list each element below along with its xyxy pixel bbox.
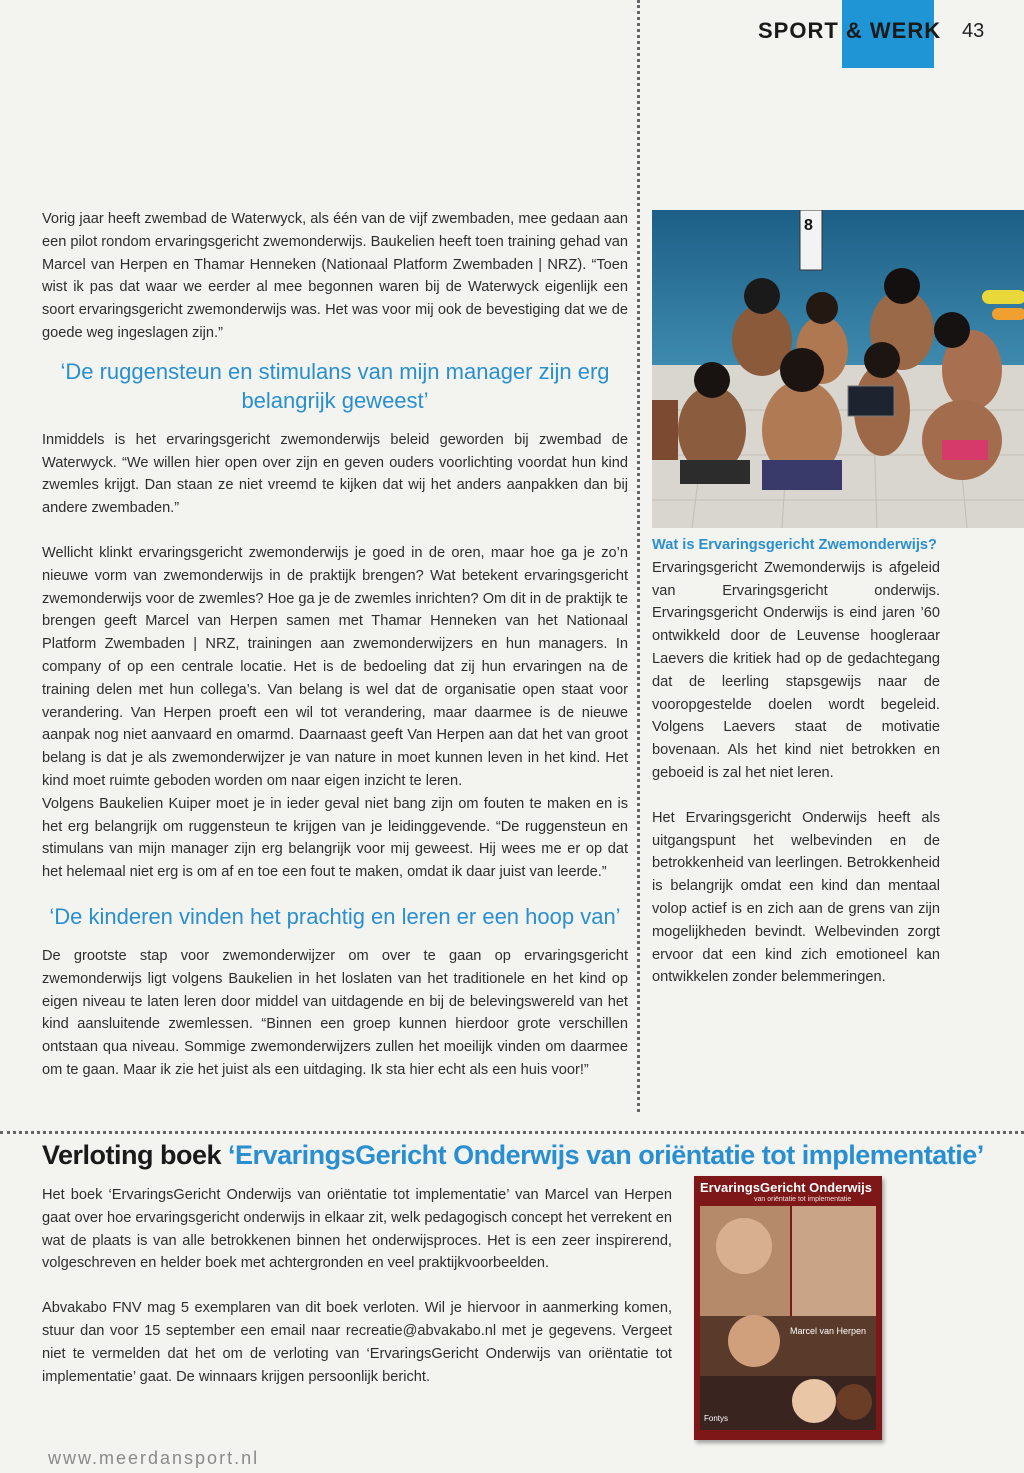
section-tag-word-sport: SPORT (758, 18, 839, 43)
sidebar-info-box (652, 534, 940, 989)
pull-quote-2: ‘De kinderen vinden het prachtig en leren er een hoop van’ (49, 903, 621, 929)
book-cover-subtitle: van oriëntatie tot implementatie (754, 1196, 852, 1203)
sidebar-paragraph-1: Ervaringsgericht Zwemonderwijs is afgeleid van Ervaringsgericht onderwijs. Ervaringsgericht Onderwijs is eind jaren ’60 ontwikkeld door de Leuvense hoogleraar Laevers die kritiek had op de gedachtegang dat de leerling stapsgewijs naar de vooropgestelde doelen wordt begeleid. Volgens Laevers staat de motivatie bovenaan. Als het kind niet betrokken en geboeid is zal het niet leren. (652, 559, 940, 781)
pool-photo-illustration (652, 210, 1024, 528)
book-cover-author: Marcel van Herpen (790, 1326, 867, 1336)
section-divider (0, 1131, 1024, 1134)
article-paragraph-3: Wellicht klinkt ervaringsgericht zwemonderwijs je goed in de oren, maar hoe ga je zo’n nieuwe vorm van zwemonderwijs in de praktijk brengen? Wat betekent ervaringsgericht zwemonderwijs voor de zwemles? Hoe ga je de zwemles inrichten? Om dit in de praktijk te brengen geeft Marcel van Herpen samen met Thamar Henneken van het Nationaal Platform Zwembaden | NRZ, trainingen aan zwemonderwijzers en hun managers. In company of op een centrale locatie. Het is de bedoeling dat zij hun ervaringen na de training delen met hun collega’s. Van belang is wel dat de organisatie open staat voor verandering. Van Herpen proeft een wil tot verandering, maar daarmee is de nieuwe aanpak nog niet aanvaard en omarmd. Daarnaast geeft Van Herpen aan dat het van groot belang is dat je als zwemonderwijzer je van nature in moet kunnen leven in het kind. Het kind moet ruimte geboden worden om naar eigen inzicht te leren. (42, 544, 628, 789)
book-paragraph-2: Abvakabo FNV mag 5 exemplaren van dit boek verloten. Wil je hiervoor in aanmerking komen, stuur dan voor 15 september een email naar recreatie@abvakabo.nl met je gegevens. Vergeet niet te vermelden dat het om de verloting van ‘ErvaringsGericht Onderwijs van oriëntatie tot implementatie’ gaat. De winnaars krijgen persoonlijk bericht. (42, 1300, 672, 1385)
book-paragraph-1: Het boek ‘ErvaringsGericht Onderwijs van oriëntatie tot implementatie’ van Marcel van Herpen gaat over hoe ervaringsgericht onderwijs in elkaar zit, welk pedagogisch concept het verrekent en wat de plaats is van alle betrokkenen binnen het onderwijsproces. Het is een zeer inspirerend, volgeschreven en helder boek met achtergronden en veel praktijkvoorbeelden. (42, 1187, 672, 1272)
article-paragraph-2: Inmiddels is het ervaringsgericht zwemonderwijs beleid geworden bij zwembad de Waterwyck. “We willen hier open over zijn en geven ouders voorlichting voordat hun kind zwemles krijgt. Dan staan ze niet vreemd te kijken dat wij het anders aanpakken dan bij andere zwembaden.” (42, 431, 628, 517)
book-raffle-title-highlight: ‘ErvaringsGericht Onderwijs van oriëntatie tot implementatie’ (228, 1140, 984, 1170)
page-number: 43 (962, 20, 985, 42)
book-raffle-title (42, 1140, 982, 1171)
column-divider (637, 0, 640, 1112)
book-cover-title: ErvaringsGericht Onderwijs (700, 1180, 872, 1195)
book-raffle-body (42, 1184, 672, 1388)
lane-marker-number: 8 (804, 217, 813, 234)
article-paragraph-4: Volgens Baukelien Kuiper moet je in ieder geval niet bang zijn om fouten te maken en is het erg belangrijk om ruggensteun te krijgen van je leidinggevende. “De ruggensteun en stimulans van mijn manager zijn erg belangrijk voor mij geweest. Hij wees me er op dat het helemaal niet erg is om af en toe een fout te maken, omdat ik daar juist van leerde.” (42, 795, 628, 881)
section-tag-word-werk: WERK (869, 18, 942, 43)
section-tag (758, 18, 941, 44)
swimming-pool-photo (652, 210, 1024, 528)
book-cover-image (694, 1176, 882, 1440)
section-tag-ampersand: & (838, 18, 870, 43)
footer-website-url: www.meerdansport.nl (48, 1448, 260, 1468)
article-paragraph-1: Vorig jaar heeft zwembad de Waterwyck, als één van de vijf zwembaden, mee gedaan aan een pilot rondom ervaringsgericht zwemonderwijs. Baukelien heeft toen training gehad van Marcel van Herpen en Thamar Henneken (Nationaal Platform Zwembaden | NRZ). “Toen wist ik pas dat waar we eerder al mee begonnen waren bij de Waterwyck eigenlijk een soort ervaringsgericht zwemonderwijs was. Het was voor mij ook de bevestiging dat we de goede weg ingeslagen zijn.” (42, 211, 628, 341)
pull-quote-1: ‘De ruggensteun en stimulans van mijn manager zijn erg belangrijk geweest’ (60, 358, 610, 413)
main-article-column (42, 208, 628, 1082)
book-cover-publisher: Fontys (704, 1414, 729, 1423)
sidebar-paragraph-2: Het Ervaringsgericht Onderwijs heeft als uitgangspunt het welbevinden en de betrokkenheid van leerlingen. Betrokkenheid is belangrijk omdat een kind dan mentaal volop actief is en zich aan de grens van zijn mogelijkheden bevindt. Welbevinden zorgt ervoor dat een kind zich emotioneel kan ontwikkelen zonder belemmeringen. (652, 809, 941, 986)
sidebar-heading: Wat is Ervaringsgericht Zwemonderwijs? (652, 537, 937, 553)
book-raffle-title-prefix: Verloting boek (42, 1140, 229, 1170)
book-cover-photos (694, 1176, 882, 1440)
article-paragraph-5: De grootste stap voor zwemonderwijzer om over te gaan op ervaringsgericht zwemonderwijs ligt volgens Baukelien in het loslaten van het traditionele en het kind op eigen niveau te laten leren door middel van uitdagende en bij de belevingswereld van het kind aansluitende zwemlessen. “Binnen een groep kunnen hierdoor grote verschillen ontstaan qua niveau. Sommige zwemonderwijzers zullen het moeilijk vinden om daarmee om te gaan. Maar ik zie het juist als een uitdaging. Ik sta hier echt als een huis voor!” (42, 947, 628, 1078)
